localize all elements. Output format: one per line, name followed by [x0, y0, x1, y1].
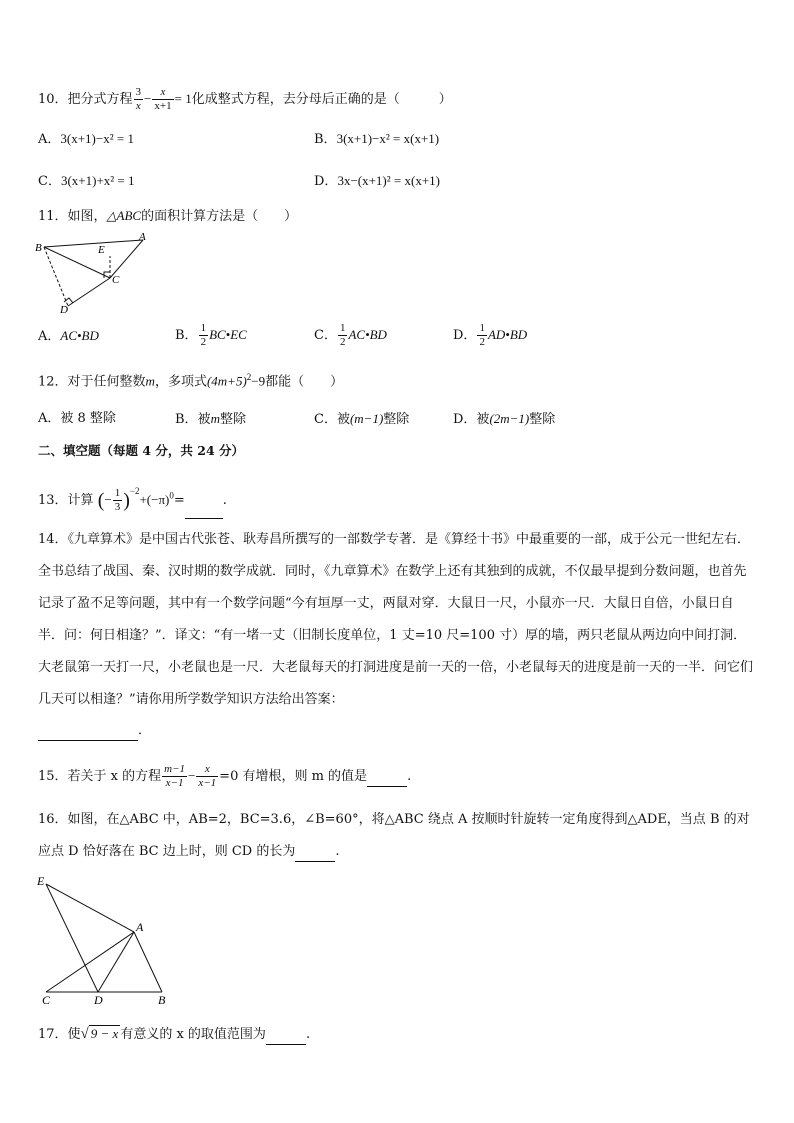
q11-segment-ac [110, 240, 143, 278]
q16-label-c: C [42, 993, 51, 1006]
q11-option-d-expr: AD•BD [487, 327, 528, 342]
q12-option-a-text: A．被 8 整除 [38, 411, 116, 426]
q11-option-a-expr: AC•BD [60, 328, 99, 343]
q10-stem-post: 化成整式方程，去分母后正确的是（ ） [191, 92, 452, 107]
q14-answer-line [38, 722, 151, 741]
q13-exp2: 0 [169, 490, 174, 501]
q13-frac-den: 3 [114, 501, 121, 513]
q16-answer-blank[interactable] [295, 843, 335, 862]
q10-option-d-label: D． [314, 174, 338, 189]
q11-option-a [38, 327, 99, 346]
q15-end: . [407, 769, 412, 784]
q13-end: . [222, 493, 227, 508]
q10-stem-pre: 10．把分式方程 [38, 92, 133, 107]
q16-label-b: B [158, 993, 166, 1006]
q11-label-e: E [98, 244, 105, 256]
q12-stem-mid: ，多项式 [154, 374, 207, 390]
q15-frac1-den: x−1 [165, 777, 184, 789]
q16-segment-ed [46, 884, 98, 992]
q10-option-a [38, 130, 134, 149]
q15-stem-post: =0 有增根，则 m 的值是 [219, 769, 368, 784]
q12-stem-pre: 12．对于任何整数 [38, 374, 146, 390]
q13-left-paren: ( [97, 489, 105, 512]
section-title-text: 二、填空题（每题 4 分，共 24 分） [38, 443, 245, 458]
q12-option-b [175, 410, 246, 429]
q10-option-d-expr: 3x−(x+1)² = x(x+1) [337, 173, 440, 188]
q13-eq: = [173, 493, 185, 508]
q16-label-e: E [37, 874, 45, 888]
q10-fraction-1 [134, 86, 144, 113]
q11-option-b-half [199, 322, 209, 349]
q12-option-d-pre: D．被 [453, 412, 490, 427]
q17-radicand: 9 − x [90, 1026, 119, 1041]
q10-option-a-label: A． [38, 132, 61, 147]
q15-stem-pre: 15．若关于 x 的方程 [38, 769, 162, 784]
q16-segment-ca [46, 932, 134, 992]
q13-stem [38, 474, 227, 519]
q12-option-b-pre: B．被 [175, 412, 211, 427]
q12-option-c [314, 410, 409, 429]
q11-option-d-label: D． [453, 328, 477, 343]
q10-rhs: = 1 [174, 91, 192, 106]
q16-figure [34, 872, 176, 1006]
q12-option-c-expr: (m−1) [349, 411, 384, 426]
q10-option-a-expr: 3(x+1)−x² = 1 [60, 131, 134, 146]
q12-option-d [453, 410, 555, 429]
q16-segment-ab [134, 932, 162, 992]
q15-answer-blank[interactable] [367, 768, 407, 787]
q16-end: . [335, 844, 340, 859]
q14-paragraph [38, 524, 756, 716]
q12-option-b-post: 整除 [219, 412, 246, 427]
q15-frac2-num: x [196, 763, 218, 777]
q13-exp1: −2 [129, 486, 140, 496]
q11-d-half-den: 2 [479, 336, 485, 348]
section-title-fill-in [38, 442, 244, 460]
q10-option-c [38, 172, 135, 191]
q15-fraction-2 [196, 763, 218, 790]
q17-stem-post: 有意义的 x 的取值范围为 [120, 1027, 266, 1042]
q11-stem-pre: 11．如图， [38, 209, 107, 224]
q17-stem-pre: 17．使 [38, 1027, 81, 1042]
q16-segment-ea [46, 884, 134, 932]
q15-frac2-den: x−1 [198, 777, 217, 789]
q10-minus: − [144, 91, 152, 106]
q15-frac1-num: m−1 [164, 763, 186, 775]
q13-plus-part: +(−π) [139, 492, 170, 507]
q12-stem-post: 都能（ ） [265, 374, 344, 390]
q12-option-a [38, 410, 116, 428]
q11-segment-dc [68, 278, 110, 306]
q11-b-half-den: 2 [200, 336, 207, 348]
q14-text: 14．《九章算术》是中国古代张苍、耿寿昌所撰写的一部数学专著．是《算经十书》中最重要的一部，成于公元一世纪左右．全书总结了战国、秦、汉时期的数学成就．同时，《九章算术》在数学上还有其独到的成就，不仅最早提到分数问题，也首先记录了盈不足等问题，其中有一个数学问题“今有垣厚一丈，两鼠对穿．大鼠日一尺，小鼠亦一尺．大鼠日自倍，小鼠日自半．问：何日相逢？”．译文：“有一堵一丈（旧制长度单位，1 丈=10 尺=100 寸）厚的墙，两只老鼠从两边向中间打洞．大老鼠第一天打一尺，小老鼠也是一尺．大老鼠每天的打洞进度是前一天的一倍，小老鼠每天的进度是前一天的一半．问它们几天可以相逢？”请你用所学数学知识方法给出答案： [38, 532, 754, 707]
q13-frac-num: 1 [114, 487, 121, 499]
q16-line-1 [38, 811, 750, 829]
q11-d-half-num: 1 [479, 322, 485, 334]
q12-poly-exponent: 2 [246, 372, 252, 382]
q11-label-d: D [60, 304, 68, 314]
q11-option-a-label: A． [38, 329, 61, 344]
q13-answer-blank[interactable] [185, 484, 223, 519]
q12-option-d-post: 整除 [529, 412, 556, 427]
q12-option-c-post: 整除 [383, 412, 410, 427]
q11-option-d [453, 320, 527, 351]
q17-sqrt-sign: √ [80, 1026, 89, 1042]
q11-option-c-half [338, 322, 348, 349]
q17-answer-blank[interactable] [266, 1026, 306, 1045]
q10-option-b-label: B． [314, 132, 337, 147]
q11-b-half-num: 1 [200, 322, 207, 334]
q16-line1-text: 16．如图，在△ABC 中，AB=2，BC=3.6，∠B=60°，将△ABC 绕点 A 按顺时针旋转一定角度得到△ADE，当点 B 的对 [38, 812, 750, 827]
q11-option-b-label: B． [175, 328, 198, 343]
q16-label-d: D [94, 993, 103, 1006]
q13-fraction [113, 487, 123, 514]
q11-option-b [175, 320, 247, 351]
q10-fraction-2 [152, 86, 173, 113]
q16-line2-text: 应点 D 恰好落在 BC 边上时，则 CD 的长为 [38, 844, 296, 859]
q10-frac1-den: x [135, 100, 141, 112]
q11-option-b-expr: BC•EC [209, 327, 247, 342]
q15-minus: − [188, 768, 196, 783]
q15-fraction-1 [162, 763, 187, 790]
q11-triangle-name: △ABC [106, 208, 142, 223]
q11-option-c-expr: AC•BD [348, 327, 387, 342]
q12-option-c-pre: C．被 [314, 412, 350, 427]
q11-label-b: B [35, 242, 42, 254]
q10-frac2-num: x [152, 86, 173, 100]
q12-stem [38, 368, 343, 391]
q11-figure [34, 232, 150, 314]
q10-frac2-den: x+1 [154, 100, 172, 112]
q13-neg-sign: − [104, 492, 112, 507]
q17-end: . [305, 1027, 311, 1042]
q17-stem [38, 1025, 310, 1045]
q11-option-c-label: C． [314, 328, 337, 343]
q12-option-d-expr: (2m−1) [489, 411, 530, 426]
q16-line-2 [38, 843, 339, 862]
q11-segment-ba [44, 240, 143, 247]
q12-polynomial: (4m+5) [206, 373, 247, 389]
q15-stem [38, 763, 411, 790]
q16-label-a: A [136, 920, 144, 934]
q12-var-m: m [145, 373, 155, 389]
q16-segment-da [98, 932, 134, 992]
q13-stem-pre: 13．计算 [38, 493, 94, 508]
q11-label-c: C [112, 274, 120, 286]
q10-option-c-expr: 3(x+1)+x² = 1 [60, 173, 135, 188]
q10-option-b-expr: 3(x+1)−x² = x(x+1) [336, 131, 440, 146]
q11-c-half-num: 1 [339, 322, 346, 334]
q11-stem [38, 207, 297, 226]
q14-end: ． [138, 723, 152, 738]
q11-stem-post: 的面积计算方法是（ ） [141, 209, 298, 224]
q14-answer-blank[interactable] [38, 722, 138, 741]
q11-option-d-half [477, 322, 487, 349]
q10-option-c-label: C． [38, 174, 61, 189]
q12-option-b-m: m [210, 411, 220, 426]
q10-option-d [314, 172, 440, 191]
q10-frac1-num: 3 [135, 86, 142, 98]
q11-segment-bd-dashed [44, 247, 68, 306]
q10-stem [38, 86, 452, 113]
q13-right-paren: ) [123, 489, 130, 512]
q11-label-a: A [139, 232, 146, 243]
q11-option-c [314, 320, 387, 351]
q11-c-half-den: 2 [339, 336, 346, 348]
q12-poly-tail: −9 [251, 373, 266, 389]
q10-option-b [314, 130, 439, 149]
